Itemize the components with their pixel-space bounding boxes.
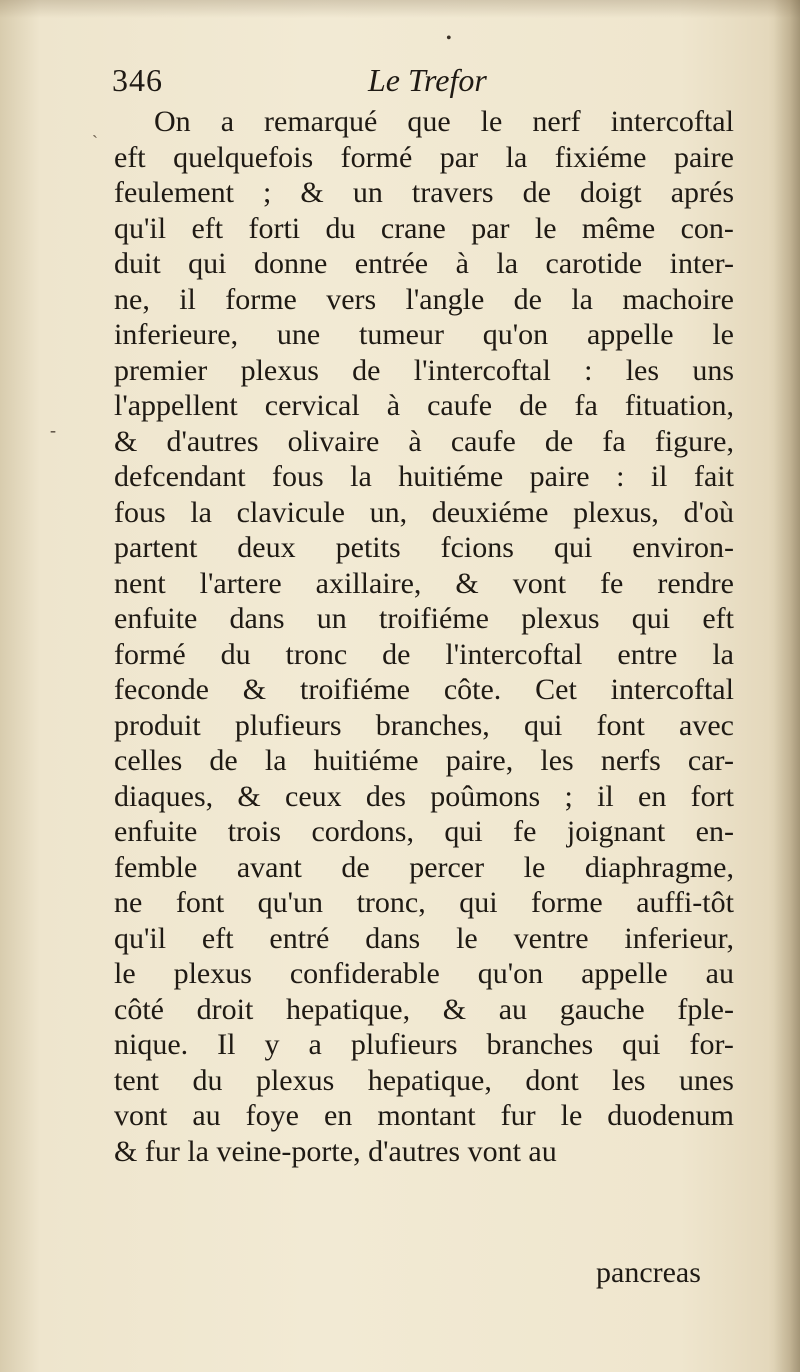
margin-pen-mark: ‑ — [50, 420, 56, 440]
text-line: qu'il eft entré dans le ventre inferieur, — [114, 921, 734, 955]
ink-dot-ornament: • — [446, 30, 452, 47]
text-line: partent deux petits fcions qui environ- — [114, 531, 734, 564]
text-line: produit plufieurs branches, qui font avec — [114, 708, 734, 742]
text-line: On a remarqué que le nerf intercoftal — [154, 105, 734, 138]
text-line: defcendant fous la huitiéme paire : il fait — [114, 460, 734, 493]
text-line: tent du plexus hepatique, dont les unes — [114, 1063, 734, 1097]
text-line: vont au foye en montant fur le duodenum — [114, 1099, 734, 1132]
text-line: feconde & troifiéme côte. Cet intercoftal — [114, 673, 734, 706]
page-gutter-shadow — [774, 0, 800, 1372]
text-line: formé du tronc de l'intercoftal entre la — [114, 637, 734, 671]
text-line: premier plexus de l'intercoftal : les uns — [114, 353, 734, 387]
text-line: duit qui donne entrée à la carotide inter- — [114, 247, 734, 280]
text-line: le plexus confiderable qu'on appelle au — [114, 957, 734, 990]
text-line: & fur la veine-porte, d'autres vont au — [114, 1134, 557, 1168]
running-title: Le Trefor — [368, 62, 487, 98]
text-line: qu'il eft forti du crane par le même con- — [114, 211, 734, 245]
page-header — [112, 62, 732, 102]
catchword: pancreas — [596, 1256, 701, 1289]
text-line: femble avant de percer le diaphragme, — [114, 850, 734, 884]
text-line: enfuite dans un troifiéme plexus qui eft — [114, 602, 734, 635]
page-top-shadow — [0, 0, 800, 18]
body-text — [114, 104, 734, 1169]
text-line: nique. Il y a plufieurs branches qui for- — [114, 1028, 734, 1061]
text-line: fous la clavicule un, deuxiéme plexus, d'où — [114, 495, 734, 529]
text-line: & d'autres olivaire à caufe de fa figure, — [114, 424, 734, 458]
text-line: l'appellent cervical à caufe de fa fituation, — [114, 389, 734, 422]
text-line: ne font qu'un tronc, qui forme auffi-tôt — [114, 886, 734, 919]
text-line: eft quelquefois formé par la fixiéme paire — [114, 140, 734, 174]
text-line: côté droit hepatique, & au gauche fple- — [114, 992, 734, 1026]
text-line: celles de la huitiéme paire, les nerfs car- — [114, 744, 734, 777]
text-line: ne, il forme vers l'angle de la machoire — [114, 282, 734, 316]
text-line: enfuite trois cordons, qui fe joignant en- — [114, 815, 734, 848]
page-number: 346 — [112, 62, 163, 98]
text-line: diaques, & ceux des poûmons ; il en fort — [114, 779, 734, 813]
text-line: feulement ; & un travers de doigt aprés — [114, 176, 734, 209]
margin-tick-mark: ˎ — [92, 118, 98, 138]
text-line: nent l'artere axillaire, & vont fe rendre — [114, 566, 734, 600]
text-line: inferieure, une tumeur qu'on appelle le — [114, 318, 734, 351]
